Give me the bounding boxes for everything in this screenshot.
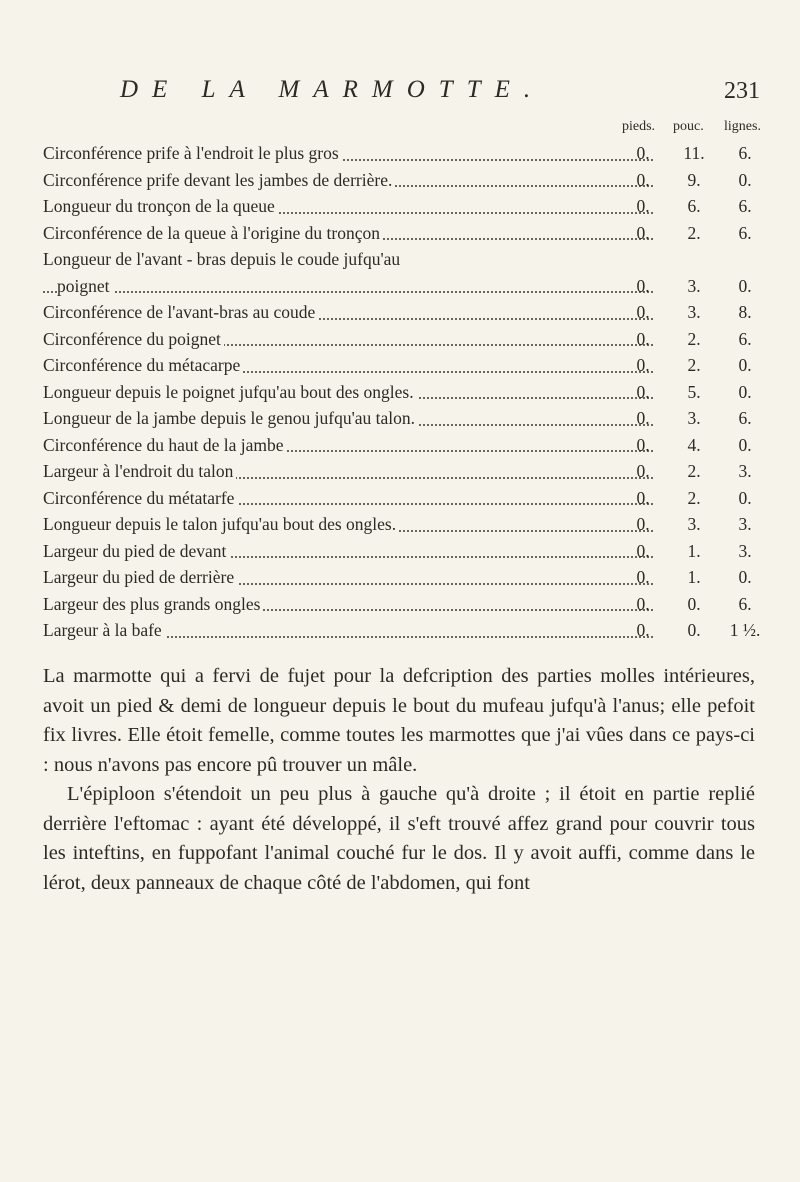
measurement-label bbox=[43, 405, 653, 432]
measurement-label bbox=[43, 617, 653, 644]
measurement-row bbox=[43, 405, 783, 432]
measurement-label bbox=[43, 458, 653, 485]
value-lignes: 6. bbox=[738, 408, 752, 428]
measurement-label bbox=[43, 140, 653, 167]
measurement-units-header bbox=[0, 119, 800, 139]
measurement-label-continuation: poignet bbox=[57, 276, 113, 296]
measurement-label bbox=[43, 485, 653, 512]
value-pieds: 0. bbox=[636, 302, 650, 322]
value-pieds: 0. bbox=[636, 222, 650, 243]
value-pouces: 3. bbox=[687, 302, 701, 322]
measurement-row bbox=[43, 379, 783, 406]
measurement-label bbox=[43, 538, 653, 565]
measurement-label-text: Largeur à l'endroit du talon bbox=[43, 461, 236, 481]
measurement-row bbox=[43, 326, 783, 353]
value-lignes: 1 ½. bbox=[729, 620, 761, 640]
measurement-label bbox=[43, 432, 653, 459]
measurement-row bbox=[43, 352, 783, 379]
measurement-row bbox=[43, 193, 783, 220]
measurement-row bbox=[43, 299, 783, 326]
value-lignes: 8. bbox=[738, 302, 752, 322]
value-pieds: 0. bbox=[636, 143, 650, 163]
value-pouces: 2. bbox=[687, 461, 701, 481]
measurement-label bbox=[43, 299, 653, 326]
measurement-label-text: Circonférence du haut de la jambe bbox=[43, 435, 287, 455]
value-pouces: 5. bbox=[687, 381, 701, 402]
value-pieds: 0. bbox=[636, 593, 650, 614]
value-lignes: 0. bbox=[738, 434, 752, 455]
measurement-label-text: Circonférence prife devant les jambes de derrière. bbox=[43, 170, 395, 190]
measurement-label bbox=[43, 193, 653, 220]
measurement-row bbox=[43, 140, 783, 167]
value-pouces: 3. bbox=[687, 514, 701, 534]
value-pieds: 0. bbox=[636, 540, 650, 561]
measurement-row bbox=[43, 485, 783, 512]
measurement-row bbox=[43, 246, 783, 299]
measurement-table bbox=[43, 140, 783, 644]
value-lignes: 0. bbox=[738, 567, 752, 587]
value-pouces: 0. bbox=[687, 620, 701, 640]
value-pouces: 1. bbox=[687, 567, 701, 587]
page-number: 231 bbox=[724, 78, 760, 104]
value-pieds: 0. bbox=[636, 461, 650, 481]
value-pieds: 0. bbox=[636, 408, 650, 428]
value-pouces: 6. bbox=[687, 196, 701, 216]
value-pouces: 1. bbox=[687, 540, 701, 561]
unit-pieds: pieds. bbox=[622, 119, 656, 134]
value-lignes: 6. bbox=[738, 143, 752, 163]
value-pouces: 2. bbox=[687, 328, 701, 349]
page-header bbox=[120, 76, 760, 116]
measurement-row bbox=[43, 220, 783, 247]
measurement-label-text: Largeur des plus grands ongles bbox=[43, 594, 263, 614]
measurement-label-text: Largeur du pied de devant bbox=[43, 541, 229, 561]
value-pieds: 0. bbox=[636, 169, 650, 190]
measurement-label-text: Largeur du pied de derrière bbox=[43, 567, 237, 587]
measurement-row bbox=[43, 538, 783, 565]
value-pouces: 2. bbox=[687, 222, 701, 243]
value-pouces: 4. bbox=[687, 434, 701, 455]
measurement-label bbox=[43, 511, 653, 538]
value-lignes: 0. bbox=[738, 381, 752, 402]
value-pieds: 0. bbox=[636, 620, 650, 640]
measurement-row bbox=[43, 432, 783, 459]
measurement-label-text: Circonférence du métacarpe bbox=[43, 355, 243, 375]
unit-pouces: pouc. bbox=[673, 119, 704, 134]
measurement-row bbox=[43, 511, 783, 538]
value-lignes: 3. bbox=[738, 540, 752, 561]
value-lignes: 6. bbox=[738, 593, 752, 614]
value-lignes: 3. bbox=[738, 461, 752, 481]
measurement-label-text: Longueur de la jambe depuis le genou jufqu'au talon. bbox=[43, 408, 418, 428]
value-pieds: 0. bbox=[636, 381, 650, 402]
value-lignes: 0. bbox=[738, 169, 752, 190]
measurement-row bbox=[43, 564, 783, 591]
measurement-label bbox=[43, 220, 653, 247]
measurement-label-text: Longueur du tronçon de la queue bbox=[43, 196, 278, 216]
value-pouces: 2. bbox=[687, 355, 701, 375]
value-pieds: 0. bbox=[636, 196, 650, 216]
measurement-row bbox=[43, 458, 783, 485]
measurement-label-text: Circonférence de l'avant-bras au coude bbox=[43, 302, 318, 322]
value-lignes: 3. bbox=[738, 514, 752, 534]
measurement-label bbox=[43, 352, 653, 379]
measurement-row bbox=[43, 591, 783, 618]
value-lignes: 6. bbox=[738, 196, 752, 216]
value-lignes: 0. bbox=[738, 275, 752, 296]
value-pouces: 3. bbox=[687, 408, 701, 428]
measurement-label-text: Longueur depuis le poignet jufqu'au bout des ongles. bbox=[43, 382, 417, 402]
value-pouces: 0. bbox=[687, 593, 701, 614]
measurement-label-text: Circonférence du métatarfe bbox=[43, 488, 237, 508]
measurement-row bbox=[43, 167, 783, 194]
measurement-label bbox=[43, 564, 653, 591]
value-lignes: 0. bbox=[738, 487, 752, 508]
measurement-label bbox=[43, 591, 653, 618]
value-lignes: 0. bbox=[738, 355, 752, 375]
measurement-label bbox=[43, 246, 653, 299]
value-lignes: 6. bbox=[738, 222, 752, 243]
description-text bbox=[43, 662, 755, 898]
value-pouces: 2. bbox=[687, 487, 701, 508]
value-pieds: 0. bbox=[636, 275, 650, 296]
measurement-label-text: Longueur de l'avant - bras depuis le coude jufqu'au bbox=[43, 249, 403, 269]
value-pieds: 0. bbox=[636, 567, 650, 587]
measurement-row bbox=[43, 617, 783, 644]
paragraph: L'épiploon s'étendoit un peu plus à gauche qu'à droite ; il étoit en partie replié derrière l'eftomac : ayant été développé, il s'eft trouvé affez grand pour couvrir tous les inteftins, en fuppofant l'animal couché fur le dos. Il y avoit auffi, comme dans le lérot, deux panneaux de chaque côté de l'abdomen, qui font bbox=[43, 783, 755, 894]
measurement-label bbox=[43, 379, 653, 406]
value-pieds: 0. bbox=[636, 355, 650, 375]
unit-lignes: lignes. bbox=[724, 119, 761, 134]
measurement-label bbox=[43, 326, 653, 353]
value-pieds: 0. bbox=[636, 514, 650, 534]
value-pouces: 3. bbox=[687, 275, 701, 296]
measurement-label-text: Circonférence de la queue à l'origine du tronçon bbox=[43, 223, 383, 243]
value-pieds: 0. bbox=[636, 328, 650, 349]
value-lignes: 6. bbox=[738, 328, 752, 349]
measurement-label bbox=[43, 167, 653, 194]
measurement-label-text: Longueur depuis le talon jufqu'au bout des ongles. bbox=[43, 514, 399, 534]
paragraph: La marmotte qui a fervi de fujet pour la defcription des parties molles intérieures, avoit un pied & demi de longueur depuis le bout du mufeau jufqu'à l'anus; elle pefoit fix livres. Elle étoit femelle, comme toutes les marmottes que j'ai vûes dans ce pays-ci : nous n'avons pas encore pû trouver un mâle. bbox=[43, 665, 755, 776]
value-pieds: 0. bbox=[636, 487, 650, 508]
value-pouces: 11. bbox=[683, 143, 705, 163]
value-pieds: 0. bbox=[636, 434, 650, 455]
measurement-label-text: Circonférence prife à l'endroit le plus gros bbox=[43, 143, 342, 163]
running-title: DE LA MARMOTTE. bbox=[120, 76, 545, 103]
measurement-label-text: Largeur à la bafe bbox=[43, 620, 165, 640]
measurement-label-text: Circonférence du poignet bbox=[43, 329, 224, 349]
value-pouces: 9. bbox=[687, 169, 701, 190]
